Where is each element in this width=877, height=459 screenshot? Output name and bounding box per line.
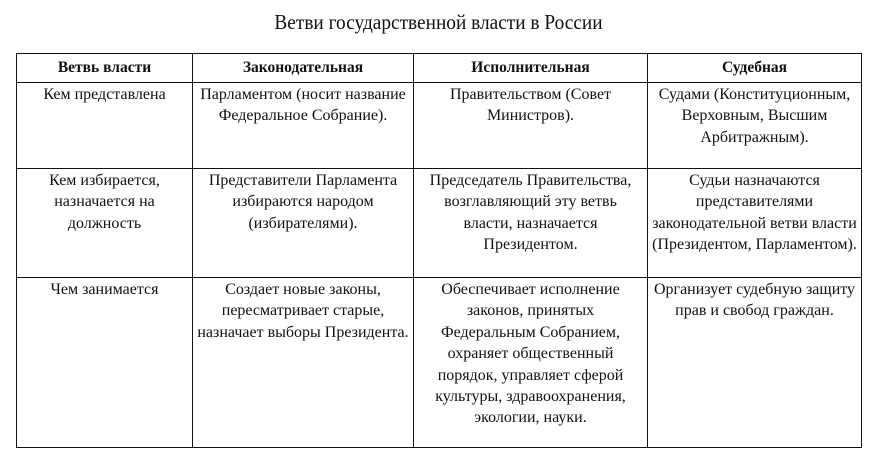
cell-legislative: Парламентом (носит название Федеральное Собрание). <box>193 83 414 169</box>
branches-table <box>16 53 862 448</box>
cell-legislative: Создает новые законы, пересматривает старые, назначает выборы Президента. <box>193 278 414 448</box>
header-judicial: Судебная <box>648 54 862 83</box>
header-branch: Ветвь власти <box>17 54 193 83</box>
row-label: Кем избирается, назначается на должность <box>17 169 193 278</box>
row-label: Кем представлена <box>17 83 193 169</box>
table-row <box>17 278 862 448</box>
cell-judicial: Судами (Конституционным, Верховным, Высшим Арбитражным). <box>648 83 862 169</box>
header-legislative: Законодательная <box>193 54 414 83</box>
cell-legislative: Представители Парламента избираются народом (избирателями). <box>193 169 414 278</box>
cell-judicial: Судьи назначаются представителями законодательной ветви власти (Президентом, Парламентом). <box>648 169 862 278</box>
header-executive: Исполнительная <box>414 54 648 83</box>
cell-executive: Правительством (Совет Министров). <box>414 83 648 169</box>
row-label: Чем занимается <box>17 278 193 448</box>
table-row <box>17 169 862 278</box>
table-header-row <box>17 54 862 83</box>
cell-executive: Обеспечивает исполнение законов, принятых Федеральным Собранием, охраняет общественный порядок, управляет сферой культуры, здравоохранения, экологии, науки. <box>414 278 648 448</box>
table-row <box>17 83 862 169</box>
cell-judicial: Организует судебную защиту прав и свобод граждан. <box>648 278 862 448</box>
page-title: Ветви государственной власти в России <box>274 10 603 34</box>
cell-executive: Председатель Правительства, возглавляющий эту ветвь власти, назначается Президентом. <box>414 169 648 278</box>
